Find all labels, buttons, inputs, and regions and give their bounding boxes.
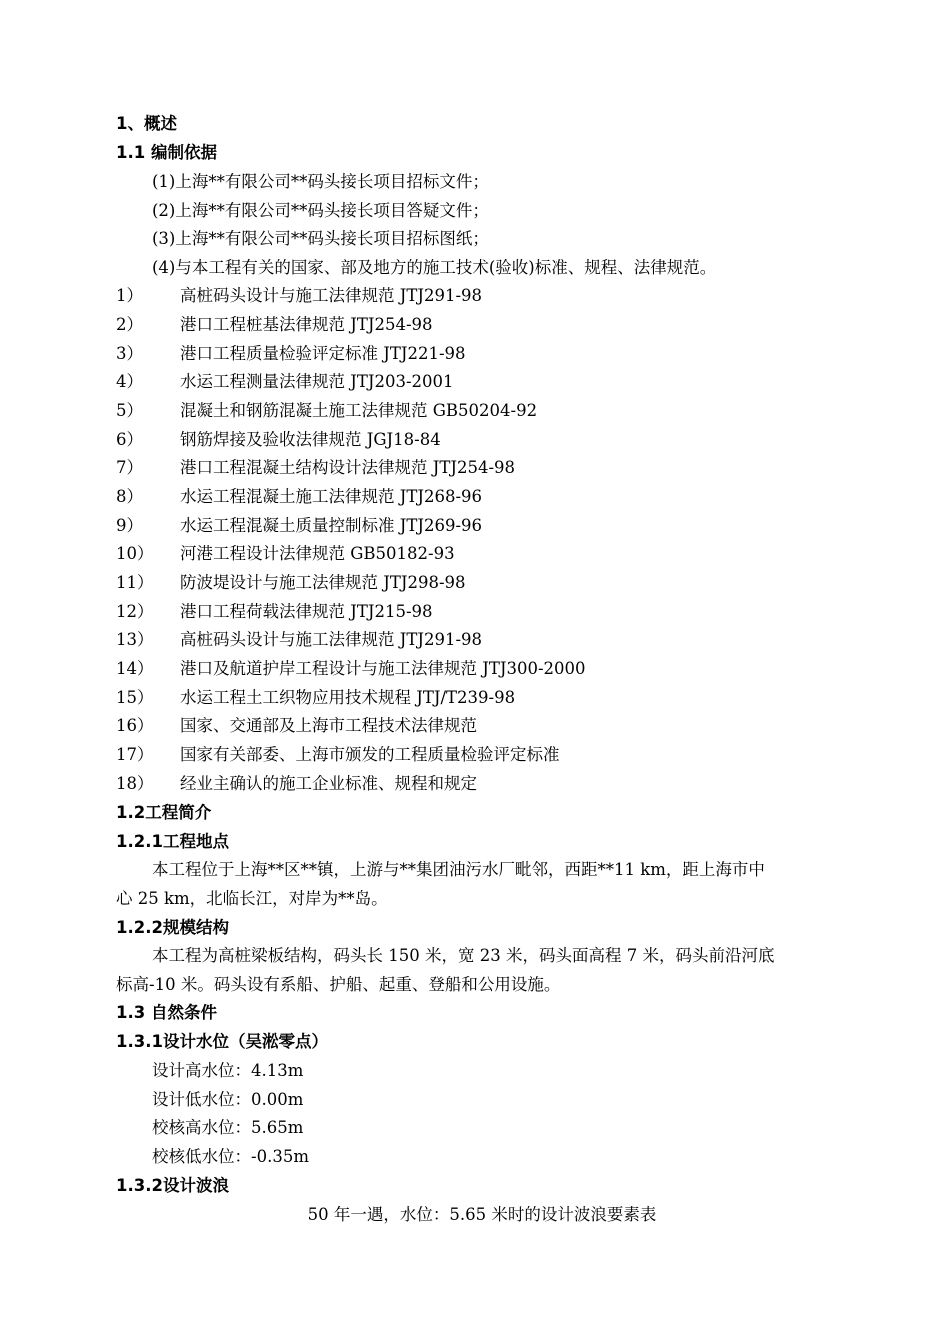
standard-text: 港口及航道护岸工程设计与施工法律规范 JTJ300-2000 bbox=[180, 659, 586, 678]
standard-text: 经业主确认的施工企业标准、规程和规定 bbox=[180, 774, 477, 793]
standard-number: 4） bbox=[116, 372, 143, 391]
standard-number: 6） bbox=[116, 430, 143, 449]
standard-number: 18） bbox=[116, 774, 154, 793]
standard-text: 水运工程混凝土施工法律规范 JTJ268-96 bbox=[180, 487, 483, 506]
standard-number: 1） bbox=[116, 286, 143, 305]
standard-text: 国家有关部委、上海市颁发的工程质量检验评定标准 bbox=[180, 745, 560, 764]
standard-number: 10） bbox=[116, 544, 154, 563]
standard-text: 水运工程测量法律规范 JTJ203-2001 bbox=[180, 372, 454, 391]
standard-text: 港口工程混凝土结构设计法律规范 JTJ254-98 bbox=[180, 458, 516, 477]
standard-number: 3） bbox=[116, 344, 143, 363]
standard-text: 高桩码头设计与施工法律规范 JTJ291-98 bbox=[180, 286, 483, 305]
heading-project-location: 1.2.1工程地点 bbox=[116, 832, 229, 851]
water-level-item: 设计高水位：4.13m bbox=[152, 1061, 304, 1080]
heading-scale-structure: 1.2.2规模结构 bbox=[116, 918, 229, 937]
standard-number: 9） bbox=[116, 516, 143, 535]
location-paragraph-line: 本工程位于上海**区**镇，上游与**集团油污水厂毗邻，西距**11 km，距上海市中 bbox=[152, 860, 765, 879]
water-level-item: 校核低水位：-0.35m bbox=[152, 1147, 309, 1166]
standard-text: 河港工程设计法律规范 GB50182-93 bbox=[180, 544, 455, 563]
standard-text: 混凝土和钢筋混凝土施工法律规范 GB50204-92 bbox=[180, 401, 538, 420]
heading-overview: 1、概述 bbox=[116, 114, 177, 133]
heading-basis: 1.1 编制依据 bbox=[116, 143, 217, 162]
standard-text: 水运工程土工织物应用技术规程 JTJ/T239-98 bbox=[180, 688, 516, 707]
standard-text: 防波堤设计与施工法律规范 JTJ298-98 bbox=[180, 573, 466, 592]
basis-item: (3)上海**有限公司**码头接长项目招标图纸； bbox=[152, 229, 489, 248]
wave-table-caption: 50 年一遇，水位：5.65 米时的设计波浪要素表 bbox=[307, 1205, 657, 1224]
standard-number: 15） bbox=[116, 688, 154, 707]
standard-number: 14） bbox=[116, 659, 154, 678]
standard-number: 11） bbox=[116, 573, 154, 592]
standard-text: 港口工程质量检验评定标准 JTJ221-98 bbox=[180, 344, 466, 363]
heading-design-wave: 1.3.2设计波浪 bbox=[116, 1176, 229, 1195]
standard-number: 16） bbox=[116, 716, 154, 735]
standard-number: 7） bbox=[116, 458, 143, 477]
standard-text: 高桩码头设计与施工法律规范 JTJ291-98 bbox=[180, 630, 483, 649]
standard-text: 港口工程荷载法律规范 JTJ215-98 bbox=[180, 602, 433, 621]
basis-item: (1)上海**有限公司**码头接长项目招标文件； bbox=[152, 172, 489, 191]
heading-natural-conditions: 1.3 自然条件 bbox=[116, 1003, 217, 1022]
standard-text: 钢筋焊接及验收法律规范 JGJ18-84 bbox=[180, 430, 441, 449]
heading-project-intro: 1.2工程简介 bbox=[116, 803, 212, 822]
water-level-item: 设计低水位：0.00m bbox=[152, 1090, 304, 1109]
standard-number: 13） bbox=[116, 630, 154, 649]
standard-number: 5） bbox=[116, 401, 143, 420]
location-paragraph-line: 心 25 km，北临长江，对岸为**岛。 bbox=[116, 889, 388, 908]
standard-number: 17） bbox=[116, 745, 154, 764]
standard-text: 港口工程桩基法律规范 JTJ254-98 bbox=[180, 315, 433, 334]
standard-number: 2） bbox=[116, 315, 143, 334]
heading-design-water-level: 1.3.1设计水位（吴淞零点） bbox=[116, 1032, 328, 1051]
water-level-item: 校核高水位：5.65m bbox=[152, 1118, 304, 1137]
standard-text: 水运工程混凝土质量控制标准 JTJ269-96 bbox=[180, 516, 483, 535]
basis-item: (4)与本工程有关的国家、部及地方的施工技术(验收)标准、规程、法律规范。 bbox=[152, 258, 717, 277]
structure-paragraph-line: 本工程为高桩梁板结构，码头长 150 米，宽 23 米，码头面高程 7 米，码头前沿河底 bbox=[152, 946, 775, 965]
standard-number: 8） bbox=[116, 487, 143, 506]
basis-item: (2)上海**有限公司**码头接长项目答疑文件； bbox=[152, 201, 489, 220]
standard-text: 国家、交通部及上海市工程技术法律规范 bbox=[180, 716, 477, 735]
standard-number: 12） bbox=[116, 602, 154, 621]
structure-paragraph-line: 标高-10 米。码头设有系船、护船、起重、登船和公用设施。 bbox=[116, 975, 561, 994]
